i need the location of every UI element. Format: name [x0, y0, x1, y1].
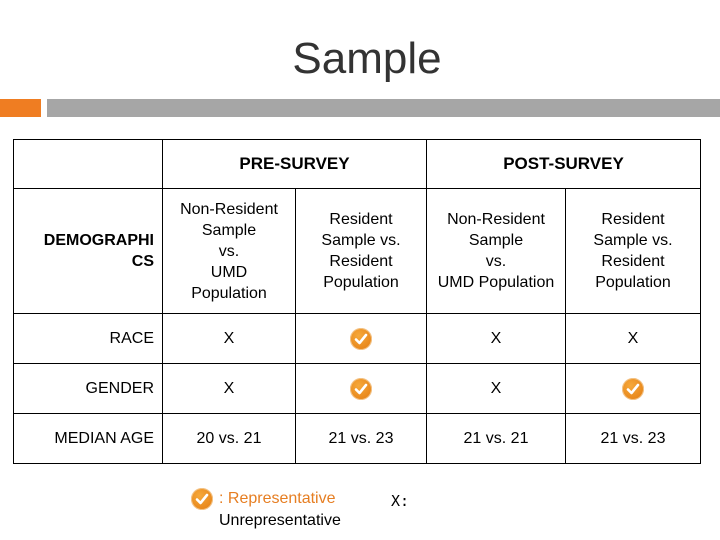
check-icon [191, 488, 213, 510]
table-row [14, 314, 701, 364]
demographics-table [13, 139, 701, 464]
table-cell-check [296, 314, 427, 364]
accent-bar-orange [0, 99, 41, 117]
legend-x-label: X: [391, 492, 410, 510]
column-header-pre-nonresident: Non-Resident Sample vs. UMD Population [163, 189, 296, 314]
table-cell: 21 vs. 23 [566, 414, 701, 464]
table-cell: X [427, 364, 566, 414]
table-cell: 21 vs. 21 [427, 414, 566, 464]
demographics-label: DEMOGRAPHI CS [14, 189, 163, 314]
table-cell: X [163, 364, 296, 414]
column-header-post-resident: Resident Sample vs. Resident Population [566, 189, 701, 314]
table-row [14, 364, 701, 414]
check-icon [350, 328, 372, 350]
check-icon [622, 378, 644, 400]
table-cell: 20 vs. 21 [163, 414, 296, 464]
accent-bar-gray [47, 99, 720, 117]
row-label: GENDER [14, 364, 163, 414]
column-header-post-nonresident: Non-Resident Sample vs. UMD Population [427, 189, 566, 314]
slide-title: Sample [292, 34, 442, 83]
post-survey-header: POST-SURVEY [427, 140, 701, 189]
legend-representative: : Representative [219, 490, 336, 507]
legend-unrepresentative: Unrepresentative [219, 512, 341, 529]
table-cell-check [566, 364, 701, 414]
row-label: MEDIAN AGE [14, 414, 163, 464]
table-cell: X [566, 314, 701, 364]
header-empty-cell [14, 140, 163, 189]
check-icon [350, 378, 372, 400]
column-header-pre-resident: Resident Sample vs. Resident Population [296, 189, 427, 314]
table-cell: X [163, 314, 296, 364]
table-row [14, 414, 701, 464]
row-label: RACE [14, 314, 163, 364]
table-cell-check [296, 364, 427, 414]
pre-survey-header: PRE-SURVEY [163, 140, 427, 189]
legend [191, 486, 431, 536]
table-cell: 21 vs. 23 [296, 414, 427, 464]
table-cell: X [427, 314, 566, 364]
